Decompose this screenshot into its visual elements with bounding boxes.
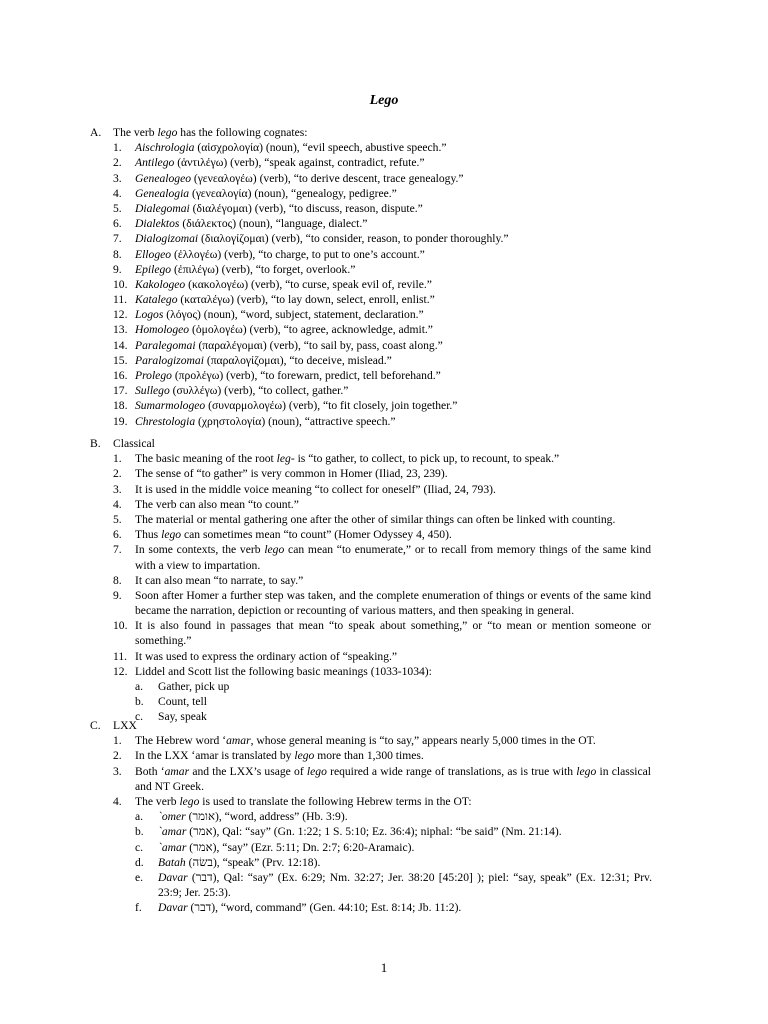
- item-term: `amar: [158, 840, 187, 854]
- section-c-heading: [0, 718, 768, 733]
- item-text: (דבר), Qal: “say” (Ex. 6:29; Nm. 32:27; Jer. 38:20 [45:20] ); piel: “say, speak” (Ex. 12:31; Prv. 23:9; Jer. 25:3).: [158, 870, 653, 900]
- item-text: [135, 322, 433, 337]
- item-number: 16.: [113, 369, 128, 382]
- item-term: lego: [161, 528, 182, 542]
- item-number: a.: [135, 810, 144, 824]
- item-text: Count, tell: [158, 695, 207, 709]
- item-text: [135, 733, 596, 748]
- item-number: 17.: [113, 384, 128, 398]
- item-term: Dialogizomai: [135, 232, 199, 246]
- item-text: [135, 482, 496, 497]
- item-number: 2.: [113, 749, 122, 763]
- list-item: [0, 292, 768, 307]
- item-term: Dialegomai: [135, 201, 190, 215]
- item-number: 10.: [113, 619, 128, 633]
- item-term: leg-: [276, 452, 295, 466]
- item-text: The sense of “to gather” is very common in Homer (Iliad, 23, 239).: [135, 467, 448, 481]
- item-text: [135, 497, 299, 512]
- item-text: [135, 618, 651, 648]
- section-heading: Classical: [113, 437, 155, 450]
- item-term: Davar: [158, 901, 188, 915]
- item-number: 19.: [113, 414, 128, 428]
- item-number: b.: [135, 825, 144, 839]
- list-item: [0, 216, 768, 231]
- item-text: The verb can also mean “to count.”: [135, 497, 299, 511]
- item-number: 11.: [113, 293, 128, 307]
- item-number: 4.: [113, 186, 122, 200]
- item-term: Homologeo: [135, 323, 190, 337]
- sub-list-item: [0, 855, 768, 870]
- item-number: c.: [135, 710, 144, 724]
- list-item: [0, 512, 768, 527]
- item-term: `amar: [158, 825, 187, 839]
- list-item: [0, 573, 768, 588]
- item-text: (προλέγω) (verb), “to forewarn, predict, tell beforehand.”: [171, 369, 441, 382]
- item-number: a.: [135, 680, 144, 694]
- item-text: [135, 542, 651, 572]
- item-number: 14.: [113, 338, 128, 352]
- item-text: (συναρμολογέω) (verb), “to fit closely, join together.”: [205, 399, 458, 413]
- item-text: [158, 840, 414, 855]
- list-item: [0, 748, 768, 763]
- item-number: 6.: [113, 528, 122, 542]
- section-label: B.: [90, 437, 101, 450]
- item-term: Kakologeo: [135, 277, 186, 291]
- item-text: (ἐπιλέγω) (verb), “to forget, overlook.”: [171, 262, 356, 276]
- item-text: (בשׂה), “speak” (Prv. 12:18).: [185, 855, 321, 869]
- item-text: [135, 216, 367, 231]
- list-item: [0, 664, 768, 679]
- item-text: [135, 307, 424, 322]
- item-term: Sumarmologeo: [135, 399, 206, 413]
- item-text: can mean “to enumerate,” or to recall from memory things of the same kind with a view to impartation.: [135, 543, 652, 572]
- section-a: [0, 125, 768, 429]
- item-text: (παραλογίζομαι), “to deceive, mislead.”: [203, 353, 392, 367]
- item-term: Antilego: [135, 156, 175, 170]
- item-text: [135, 277, 432, 292]
- item-text: The basic meaning of the root: [135, 452, 277, 466]
- list-item: [0, 140, 768, 155]
- item-text: [135, 794, 472, 809]
- item-term: Aischrologia: [135, 141, 195, 155]
- sub-list-item: [0, 900, 768, 915]
- item-text: [135, 383, 348, 398]
- item-text: (παραλέγομαι) (verb), “to sail by, pass, coast along.”: [195, 338, 443, 352]
- item-number: 5.: [113, 512, 122, 526]
- item-text: (συλλέγω) (verb), “to collect, gather.”: [169, 384, 349, 398]
- list-item: [0, 398, 768, 413]
- item-text: , whose general meaning is “to say,” appears nearly 5,000 times in the OT.: [250, 734, 596, 748]
- item-text: It is used in the middle voice meaning “to collect for oneself” (Iliad, 24, 793).: [135, 482, 496, 496]
- item-number: 12.: [113, 664, 128, 678]
- list-item: [0, 733, 768, 748]
- item-term: Paralogizomai: [135, 353, 204, 367]
- section-heading: LXX: [113, 719, 137, 732]
- item-text: [135, 262, 355, 277]
- sub-list-item: [0, 694, 768, 709]
- item-term: Chrestologia: [135, 414, 196, 428]
- item-number: 7.: [113, 232, 122, 246]
- item-text: is used to translate the following Hebrew terms in the OT:: [199, 794, 472, 808]
- item-text: and the LXX’s usage of: [189, 764, 307, 778]
- item-text: (ἀντιλέγω) (verb), “speak against, contradict, refute.”: [174, 156, 425, 170]
- section-b-heading: [0, 436, 768, 451]
- sub-list-item: [0, 809, 768, 824]
- item-text: Gather, pick up: [158, 680, 230, 694]
- list-item: [0, 186, 768, 201]
- item-term: Logos: [135, 308, 164, 322]
- item-text: more than 1,300 times.: [314, 749, 424, 763]
- list-item: [0, 466, 768, 481]
- item-text: (λόγος) (noun), “word, subject, statement, declaration.”: [163, 308, 424, 322]
- item-number: 13.: [113, 323, 128, 337]
- item-number: 7.: [113, 543, 122, 557]
- list-item: [0, 527, 768, 542]
- item-text: [135, 292, 435, 307]
- item-text: (אמר), “say” (Ezr. 5:11; Dn. 2:7; 6:20-Aramaic).: [186, 840, 415, 854]
- item-text: Say, speak: [158, 710, 207, 724]
- item-term: amar: [164, 764, 190, 778]
- item-term: Katalego: [135, 293, 178, 307]
- item-text: The verb: [135, 794, 180, 808]
- item-text: [135, 451, 559, 466]
- item-text: (γενεαλογέω) (verb), “to derive descent, trace genealogy.”: [191, 171, 464, 185]
- section-a-heading: [0, 125, 768, 140]
- list-item: [0, 231, 768, 246]
- item-text: [135, 398, 457, 413]
- page-title: Lego: [369, 93, 399, 108]
- item-text: [135, 649, 397, 664]
- list-item: [0, 482, 768, 497]
- item-text: [158, 855, 320, 870]
- item-text: It is also found in passages that mean “to speak about something,” or “to mean or mention someone or something.”: [135, 619, 651, 648]
- item-number: 9.: [113, 588, 122, 602]
- item-text: (χρηστολογία) (noun), “attractive speech.”: [195, 414, 396, 428]
- heading-term: lego: [157, 126, 178, 139]
- item-text: [135, 466, 448, 481]
- item-text: [158, 900, 461, 915]
- item-number: 15.: [113, 353, 128, 367]
- item-term: lego: [179, 794, 200, 808]
- list-item: [0, 353, 768, 368]
- list-item: [0, 383, 768, 398]
- item-text: Soon after Homer a further step was taken, and the complete enumeration of things or events of the same kind became the narration, depiction or recounting of various matters, and then speaking in general.: [135, 588, 651, 618]
- item-text: [135, 247, 425, 262]
- item-text: Thus: [135, 528, 162, 542]
- item-text: is “to gather, to collect, to pick up, to recount, to speak.”: [294, 452, 560, 466]
- item-number: 1.: [113, 452, 122, 466]
- item-text: in classical and NT Greek.: [135, 764, 651, 793]
- item-number: 4.: [113, 497, 122, 511]
- sub-list-item: [0, 679, 768, 694]
- item-term: Batah: [158, 855, 186, 869]
- item-text: [135, 338, 443, 353]
- list-item: [0, 649, 768, 664]
- item-term: Ellogeo: [135, 247, 172, 261]
- sub-list-item: [0, 870, 768, 900]
- heading-text: has the following cognates:: [177, 126, 308, 139]
- item-text: [158, 870, 652, 900]
- item-number: d.: [135, 855, 144, 869]
- item-term: Davar: [158, 870, 188, 884]
- item-term: lego: [294, 749, 315, 763]
- item-text: [135, 748, 424, 763]
- item-number: 8.: [113, 573, 122, 587]
- item-term: Genealogeo: [135, 171, 192, 185]
- item-text: It can also mean “to narrate, to say.”: [135, 573, 304, 587]
- item-text: [135, 527, 452, 542]
- item-number: 11.: [113, 649, 128, 663]
- item-text: The Hebrew word ‘: [135, 734, 227, 748]
- item-text: [135, 201, 423, 216]
- item-text: [135, 171, 464, 186]
- item-number: b.: [135, 695, 144, 709]
- item-text: required a wide range of translations, as is true with: [326, 764, 577, 778]
- item-text: [135, 368, 441, 383]
- item-text: In some contexts, the verb: [135, 543, 265, 557]
- list-item: [0, 201, 768, 216]
- item-number: 6.: [113, 217, 122, 231]
- item-term: Paralegomai: [135, 338, 196, 352]
- list-item: [0, 262, 768, 277]
- list-item: [0, 155, 768, 170]
- item-number: 3.: [113, 171, 122, 185]
- list-item: [0, 764, 768, 794]
- list-item: [0, 588, 768, 618]
- list-item: [0, 368, 768, 383]
- item-text: The material or mental gathering one after the other of similar things can often be linked with counting.: [135, 512, 616, 526]
- item-term: `omer: [158, 810, 186, 824]
- item-text: can sometimes mean “to count” (Homer Odyssey 4, 450).: [181, 528, 452, 542]
- list-item: [0, 542, 768, 572]
- item-number: 2.: [113, 156, 122, 170]
- item-number: c.: [135, 840, 144, 854]
- item-number: 4.: [113, 794, 122, 808]
- item-number: 8.: [113, 247, 122, 261]
- item-text: [158, 809, 348, 824]
- item-text: It was used to express the ordinary action of “speaking.”: [135, 649, 398, 663]
- item-text: (αἰσχρολογία) (noun), “evil speech, abustive speech.”: [194, 141, 447, 155]
- item-number: e.: [135, 870, 144, 884]
- item-text: [158, 694, 207, 709]
- item-term: Sullego: [135, 384, 170, 398]
- item-text: (ὁμολογέω) (verb), “to agree, acknowledge, admit.”: [189, 323, 433, 337]
- item-term: lego: [306, 764, 327, 778]
- item-number: 1.: [113, 734, 122, 748]
- item-text: [135, 155, 425, 170]
- item-text: [135, 588, 651, 618]
- sub-list-item: [0, 840, 768, 855]
- item-text: Liddel and Scott list the following basic meanings (1033-1034):: [135, 664, 432, 678]
- item-text: [158, 824, 562, 839]
- list-item: [0, 338, 768, 353]
- item-text: [135, 573, 303, 588]
- item-number: 5.: [113, 201, 122, 215]
- list-item: [0, 794, 768, 809]
- item-term: Dialektos: [135, 217, 180, 231]
- item-text: [135, 764, 651, 794]
- section-label: C.: [90, 719, 101, 732]
- item-number: 12.: [113, 308, 128, 322]
- item-text: Both ‘: [135, 764, 165, 778]
- item-text: (דבר), “word, command” (Gen. 44:10; Est. 8:14; Jb. 11:2).: [187, 901, 462, 915]
- section-c: [0, 718, 768, 915]
- list-item: [0, 307, 768, 322]
- item-text: [135, 353, 392, 368]
- list-item: [0, 277, 768, 292]
- item-term: amar: [226, 734, 251, 748]
- item-number: f.: [135, 901, 142, 915]
- item-number: 3.: [113, 482, 122, 496]
- item-text: [135, 231, 509, 246]
- item-term: lego: [264, 543, 285, 557]
- section-label: A.: [90, 126, 102, 139]
- item-text: [135, 664, 432, 679]
- item-text: (καταλέγω) (verb), “to lay down, select, enroll, enlist.”: [177, 293, 435, 307]
- item-term: Genealogia: [135, 186, 190, 200]
- item-text: [135, 186, 397, 201]
- item-text: [135, 414, 396, 429]
- item-term: Prolego: [135, 369, 172, 382]
- list-item: [0, 247, 768, 262]
- item-number: 2.: [113, 467, 122, 481]
- item-text: [158, 679, 229, 694]
- section-b: [0, 436, 768, 725]
- list-item: [0, 414, 768, 429]
- item-text: (διαλέγομαι) (verb), “to discuss, reason, dispute.”: [189, 201, 423, 215]
- list-item: [0, 171, 768, 186]
- item-text: [135, 140, 447, 155]
- item-text: (אמר), Qal: “say” (Gn. 1:22; 1 S. 5:10; Ez. 36:4); niphal: “be said” (Nm. 21:14).: [186, 825, 562, 839]
- item-number: 9.: [113, 262, 122, 276]
- item-number: 1.: [113, 141, 122, 155]
- item-text: In the LXX ‘amar is translated by: [135, 749, 295, 763]
- item-text: (ἐλλογέω) (verb), “to charge, to put to one’s account.”: [171, 247, 425, 261]
- list-item: [0, 322, 768, 337]
- item-text: [135, 512, 615, 527]
- item-text: (אומר), “word, address” (Hb. 3:9).: [185, 810, 348, 824]
- heading-text: The verb: [113, 126, 158, 139]
- item-text: (κακολογέω) (verb), “to curse, speak evil of, revile.”: [185, 277, 432, 291]
- list-item: [0, 618, 768, 648]
- list-item: [0, 451, 768, 466]
- item-number: 3.: [113, 764, 122, 778]
- item-text: (γενεαλογία) (noun), “genealogy, pedigree.”: [189, 186, 397, 200]
- item-term: Epilego: [135, 262, 172, 276]
- page-number: 1: [380, 960, 388, 975]
- item-number: 18.: [113, 399, 128, 413]
- item-number: 10.: [113, 277, 128, 291]
- item-term: lego: [576, 764, 597, 778]
- item-text: (διάλεκτος) (noun), “language, dialect.”: [179, 217, 368, 231]
- sub-list-item: [0, 824, 768, 839]
- item-text: (διαλογίζομαι) (verb), “to consider, reason, to ponder thoroughly.”: [198, 232, 509, 246]
- list-item: [0, 497, 768, 512]
